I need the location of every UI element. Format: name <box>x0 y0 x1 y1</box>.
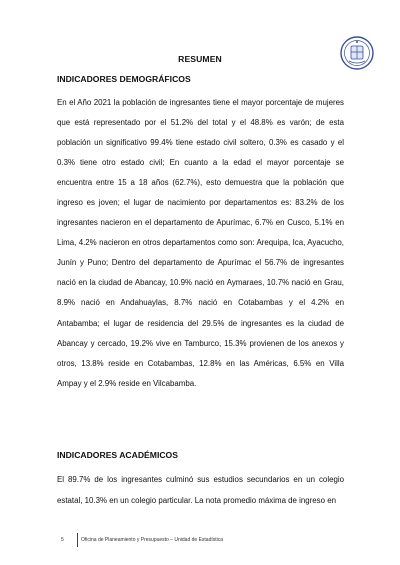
section-heading-academicos: INDICADORES ACADÉMICOS <box>57 450 178 460</box>
footer-divider <box>77 533 78 547</box>
page-title: RESUMEN <box>178 54 222 64</box>
footer-text: Oficina de Planeamiento y Presupuesto – Unidad de Estadística <box>81 537 224 543</box>
university-seal-logo <box>340 36 374 70</box>
page-number: 5 <box>61 537 64 543</box>
section-text-demograficos: En el Año 2021 la población de ingresantes tiene el mayor porcentaje de mujeres que está representado por el 51.2% del total y el 48.8% es varón; de esta población un significativo 99.4% tiene estado civil soltero, 0.3% es casado y el 0.3% tiene otro estado civil; En cuanto a la edad el mayor porcentaje se encuentra entre 15 a 18 años (62.7%), esto demuestra que la población que ingreso es joven; el lugar de nacimiento por departamentos es: 83.2% de los ingresantes nacieron en el departamento de Apurímac, 6.7% en Cusco, 5.1% en Lima, 4.2% nacieron en otros departamentos como son: Arequipa, Ica, Ayacucho, Junín y Puno; Dentro del departamento de Apurímac el 56.7% de ingresantes nació en la ciudad de Abancay, 10.9% nació en Aymaraes, 10.7% nació en Grau, 8.9% nació en Andahuaylas, 8.7% nació en Cotabambas y el 4.2% en Antabamba; el lugar de residencia del 29.5% de ingresantes es la ciudad de Abancay y cercado, 19.2% vive en Tamburco, 15.3% provienen de los anexos y otros, 13.8% reside en Cotabambas, 12.8% en las Américas, 6.5% en Villa Ampay y el 2.9% reside en Vilcabamba. <box>57 98 344 388</box>
page-footer <box>57 532 357 546</box>
seal-icon <box>340 36 374 70</box>
section-text-academicos: El 89.7% de los ingresantes culminó sus estudios secundarios en un colegio estatal, 10.3% en un colegio particular. La nota promedio máxima de ingreso en <box>57 475 344 505</box>
section-heading-demograficos: INDICADORES DEMOGRÁFICOS <box>57 74 191 84</box>
